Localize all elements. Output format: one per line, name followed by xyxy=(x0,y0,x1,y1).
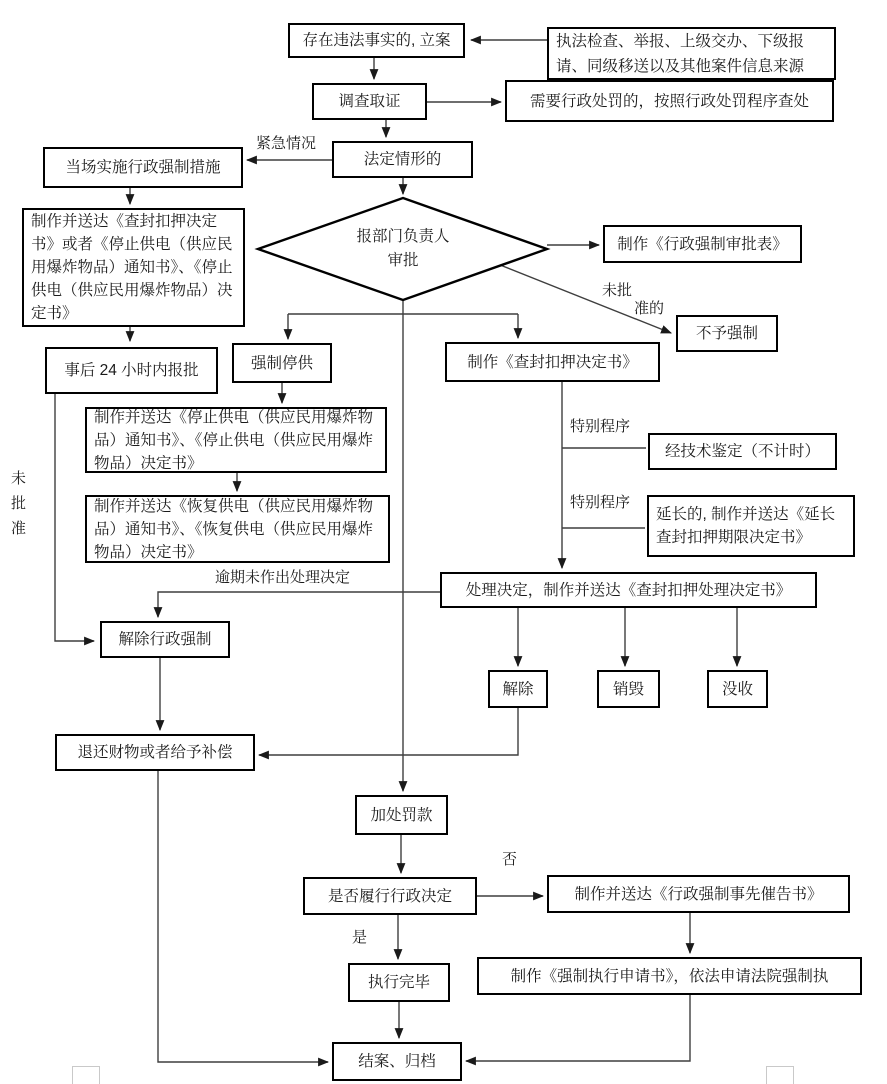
flow-node-report-24h: 事后 24 小时内报批 xyxy=(45,347,218,394)
flow-node-make-resume-supply-docs: 制作并送达《恢复供电（供应民用爆炸物品）通知书》、《恢复供电（供应民用爆炸物品）决定书》 xyxy=(85,495,390,563)
edge-label-no: 否 xyxy=(502,851,518,868)
page-corner-mark-left xyxy=(72,1066,100,1084)
flow-node-penalty-procedure: 需要行政处罚的，按照行政处罚程序查处 xyxy=(505,80,834,122)
flow-node-confiscate: 没收 xyxy=(707,670,768,708)
edge-label-special-procedure-2: 特别程序 xyxy=(570,494,631,511)
flow-node-destroy: 销毁 xyxy=(597,670,660,708)
edge-label-not-approved-vertical: 未批准 xyxy=(11,470,27,537)
flow-node-close-case: 结案、归档 xyxy=(332,1042,462,1081)
flow-node-court-application: 制作《强制执行申请书》，依法申请法院强制执 xyxy=(477,957,862,995)
flow-node-investigation: 调查取证 xyxy=(312,83,427,120)
edge-label-not-approved-1: 未批 xyxy=(602,282,633,299)
flow-node-make-seizure-docs: 制作并送达《查封扣押决定书》或者《停止供电（供应民用爆炸物品）通知书》、《停止供电（供应民用爆炸物品）决定书》 xyxy=(22,208,245,327)
flow-node-no-enforcement: 不予强制 xyxy=(676,315,778,352)
flow-node-handling-decision: 处理决定，制作并送达《查封扣押处理决定书》 xyxy=(440,572,817,608)
flow-node-additional-fine: 加处罚款 xyxy=(355,795,448,835)
flow-node-lift: 解除 xyxy=(488,670,548,708)
flow-node-execution-complete: 执行完毕 xyxy=(348,963,450,1002)
flow-node-approval-form: 制作《行政强制审批表》 xyxy=(603,225,802,263)
flow-node-return-property: 退还财物或者给予补偿 xyxy=(55,734,255,771)
flow-node-compliance-check: 是否履行行政决定 xyxy=(303,877,477,915)
edge-label-yes: 是 xyxy=(352,929,368,946)
edge-label-urgent: 紧急情况 xyxy=(256,135,317,152)
flow-node-lift-enforcement: 解除行政强制 xyxy=(100,621,230,658)
flow-node-case-filing: 存在违法事实的, 立案 xyxy=(288,23,465,58)
flow-node-case-sources: 执法检查、举报、上级交办、下级报请、同级移送以及其他案件信息来源 xyxy=(547,27,836,80)
edge-label-not-approved-2: 准的 xyxy=(634,300,665,317)
flow-node-technical-appraisal: 经技术鉴定（不计时） xyxy=(648,433,837,470)
edge-label-overdue: 逾期未作出处理决定 xyxy=(215,569,351,586)
page-corner-mark-right xyxy=(766,1066,794,1084)
flow-node-forced-stop-supply: 强制停供 xyxy=(232,343,332,383)
flow-node-statutory-situation: 法定情形的 xyxy=(332,141,473,178)
flow-node-reminder-notice: 制作并送达《行政强制事先催告书》 xyxy=(547,875,850,913)
flow-node-make-seizure-decision: 制作《查封扣押决定书》 xyxy=(445,342,660,382)
decision-approval-label: 报部门负责人审批 xyxy=(356,228,450,269)
flow-node-make-stop-supply-docs: 制作并送达《停止供电（供应民用爆炸物品）通知书》、《停止供电（供应民用爆炸物品）决定书》 xyxy=(85,407,387,473)
flow-node-extension-docs: 延长的, 制作并送达《延长查封扣押期限决定书》 xyxy=(647,495,855,557)
flow-node-onsite-enforcement: 当场实施行政强制措施 xyxy=(43,147,243,188)
edge-label-special-procedure-1: 特别程序 xyxy=(570,418,631,435)
